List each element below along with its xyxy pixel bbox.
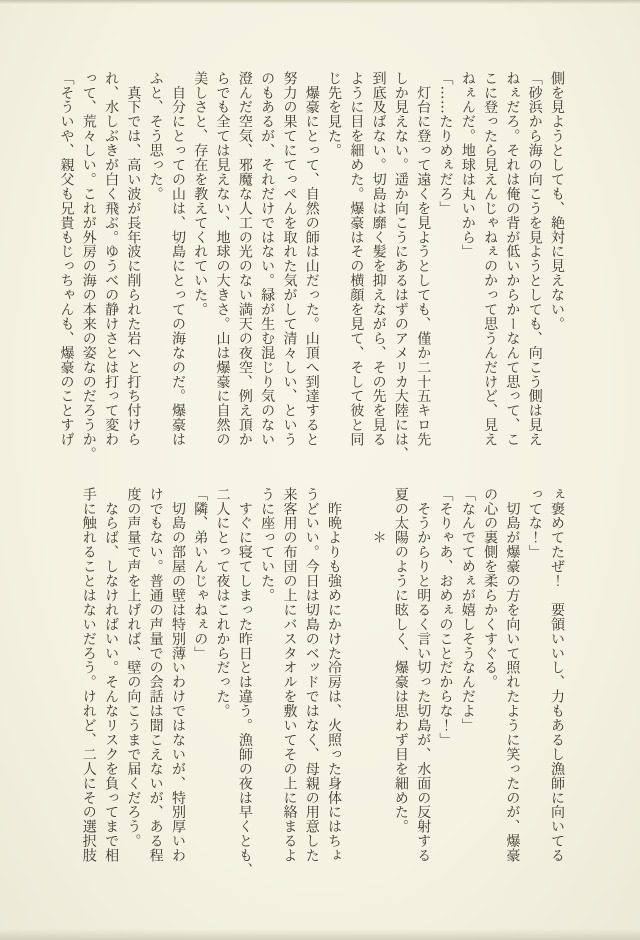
text-column: ねぇんだ。地球は丸いから」: [459, 71, 476, 259]
text-column: ように目を細めた。爆豪はその横顔を見て、そして彼と同: [348, 71, 365, 447]
text-column: ねぇだろ。それは俺の背が低いからかーなんて思って、こ: [504, 71, 521, 447]
text-column: すぐに寝てしまった昨日とは違う。漁師の夜は早くとも、: [236, 487, 253, 878]
text-column: うに座っていた。: [259, 487, 276, 603]
text-column: のもあるが、それだけではない。緑が生む混じり気のない: [259, 71, 276, 447]
text-column: 灯台に登って遠くを見ようとしても、僅か二十五キロ先: [415, 71, 432, 447]
text-column: 手に触れることはないだろう。けれど、二人にその選択肢: [80, 487, 97, 863]
section-separator: ＊: [370, 487, 387, 545]
text-column: ならば、しなければいい。そんなリスクを負ってまで相: [103, 487, 120, 863]
text-column: [345, 487, 367, 865]
text-column: 切島が爆豪の方を向いて照れたように笑ったのが、爆豪: [504, 487, 521, 863]
text-column: 美しさと、存在を教えてくれていた。: [192, 71, 209, 317]
text-column: 努力の果てにてっぺんを取れた気がして清々しい、という: [281, 71, 298, 447]
text-column: らでも全ては見えない、地球の大きさ。山は爆豪に自然の: [214, 71, 231, 447]
text-column: こに登ったら見えんじゃねぇのかって思うんだけど、見え: [482, 71, 499, 447]
vertical-text-block-top: [55, 71, 568, 462]
text-column: 切島の部屋の壁は特別薄いわけではないが、特別厚いわ: [169, 487, 186, 863]
text-column: の心の裏側を柔らかくすぐる。: [482, 487, 499, 690]
text-column: 度の声量で声を上げれば、壁の向こうまで届くだろう。: [125, 487, 142, 849]
text-column: 「砂浜から海の向こうを見ようとしても、向こう側は見え: [526, 71, 543, 447]
text-column: うどいい。今日は切島のベッドではなく、母親の用意した: [303, 487, 320, 863]
text-column: ふと、そう思った。: [147, 71, 164, 202]
text-column: ぇ褒めてたぜ！ 要領いいし、力もあるし漁師に向いてる: [549, 487, 565, 863]
text-column: そうからりと明るく言い切った切島が、水面の反射する: [415, 487, 432, 863]
text-column: じ先を見た。: [326, 71, 343, 158]
vertical-text-block-bottom: [77, 487, 568, 878]
text-column: 真下では、高い波が長年波に削られた岩へと打ち付けら: [125, 71, 142, 447]
text-column: 「そういや、親父も兄貴もじっちゃんも、爆豪のことすげ: [58, 71, 75, 447]
text-column: 夏の太陽のように眩しく、爆豪は思わず目を細めた。: [392, 487, 409, 834]
text-column: って、荒々しい。これが外房の海の本来の姿なのだろうか。: [80, 71, 97, 462]
text-column: 昨晩よりも強めにかけた冷房は、火照った身体にはちょ: [326, 487, 343, 863]
text-column: れ、水しぶきが白く飛ぶ。ゆうべの静けさとは打って変わ: [103, 71, 120, 447]
text-column: 側を見ようとしても、絶対に見えない。: [549, 71, 565, 332]
text-column: ってな！」: [526, 487, 543, 560]
text-column: 澄んだ空気、邪魔な人工の光のない満天の夜空、例え頂か: [236, 71, 253, 447]
text-column: 爆豪にとって、自然の師は山だった。山頂へ到達すると: [303, 71, 320, 447]
text-column: 「なんでてめぇが嬉しそうなんだよ」: [459, 487, 476, 733]
text-column: 到底及ばない。切島は靡く髪を抑えながら、その先を見る: [370, 71, 387, 447]
text-column: しか見えない。遥か向こうにあるはずのアメリカ大陸には、: [392, 71, 409, 462]
text-column: 二人にとって夜はこれからだった。: [214, 487, 231, 719]
text-column: けでもない。普通の声量での会話は聞こえないが、ある程: [147, 487, 164, 863]
text-column: 自分にとっての山は、切島にとっての海なのだ。爆豪は: [169, 71, 186, 447]
text-column: 来客用の布団の上にバスタオルを敷いてその上に絡まるよ: [281, 487, 298, 863]
text-column: 「隣、弟いんじゃねぇの」: [192, 487, 209, 661]
text-column: 「……たりめぇだろ」: [437, 71, 454, 216]
text-column: 「そりゃあ、おめぇのことだからな！」: [437, 487, 454, 748]
